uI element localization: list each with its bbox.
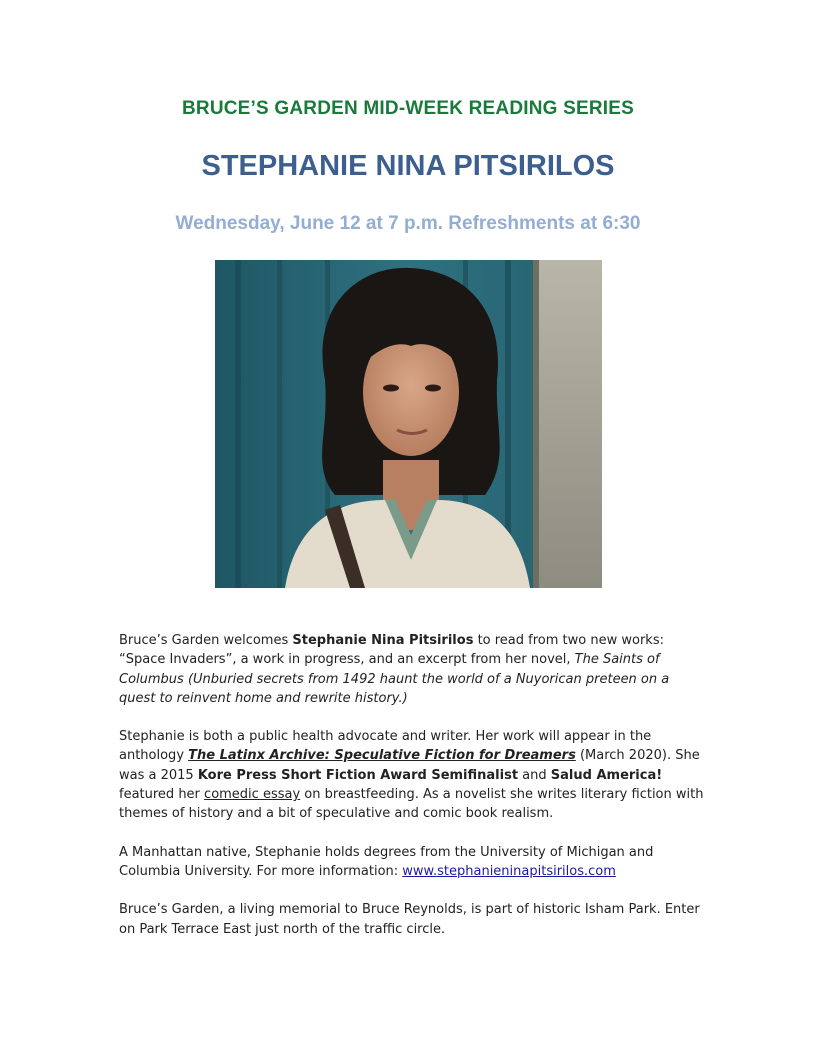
text: Bruce’s Garden welcomes <box>119 633 293 648</box>
text: Bruce’s Garden, a living memorial to Bruce Reynolds, is part of historic Isham Park. Enter on Park Terrace East just north of the traffic circle. <box>119 902 700 937</box>
series-title: BRUCE’S GARDEN MID-WEEK READING SERIES <box>181 98 635 119</box>
text: and <box>518 767 551 783</box>
text: on breastfeeding. As a novelist she writes literary fiction with themes of history and a bit of speculative and comic book realism. <box>119 787 704 822</box>
text: (March 2020). She was a 2015 <box>119 748 700 783</box>
novel-title: The Saints of Columbus <box>119 652 660 687</box>
author-name: STEPHANIE NINA PITSIRILOS <box>201 150 615 182</box>
essay-link[interactable]: comedic essay <box>204 787 301 803</box>
portrait-photo-icon <box>215 260 602 588</box>
event-date: Wednesday, June 12 at 7 p.m. Refreshments at 6:30 <box>175 213 641 234</box>
location-paragraph <box>119 900 709 939</box>
event-description <box>119 631 709 958</box>
text: A Manhattan native, Stephanie holds degrees from the University of Michigan and Columbia University. For more information: <box>119 844 654 879</box>
bio-paragraph <box>119 727 709 823</box>
anthology-title: The Latinx Archive: Speculative Fiction for Dreamers <box>188 748 576 764</box>
text: to read from two new works: “Space Invaders”, a work in progress, and an excerpt from her novel, <box>119 633 664 668</box>
author-name-bold: Stephanie Nina Pitsirilos <box>292 633 474 648</box>
award-name: Kore Press Short Fiction Award Semifinalist <box>197 767 519 783</box>
website-link[interactable]: www.stephanieninapitsirilos.com <box>402 863 616 879</box>
intro-paragraph <box>119 631 709 708</box>
novel-description: (Unburied secrets from 1492 haunt the world of a Nuyorican preteen on a quest to reinvent home and rewrite history.) <box>119 671 670 706</box>
text: featured her <box>119 787 205 803</box>
background-paragraph <box>119 843 709 882</box>
publication-name: Salud America! <box>550 767 663 783</box>
text: Stephanie is both a public health advocate and writer. Her work will appear in the anthology <box>119 729 652 764</box>
